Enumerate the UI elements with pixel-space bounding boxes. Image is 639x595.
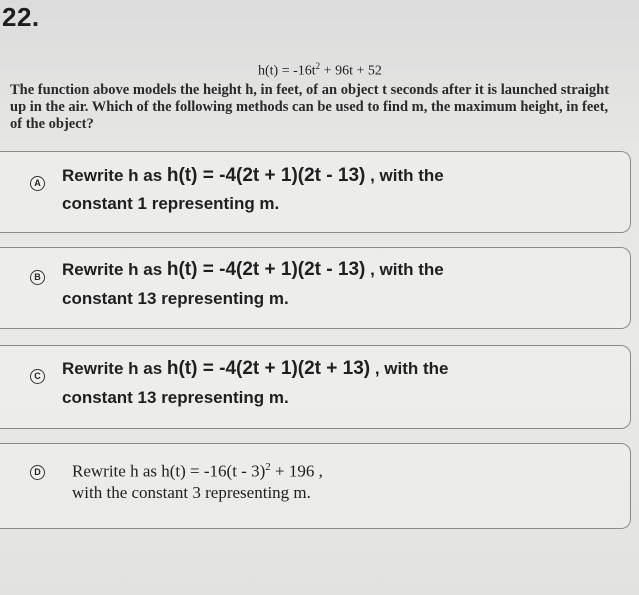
option-d-equation-exponent: 2: [265, 461, 271, 473]
option-c-suffix: , with the: [370, 359, 449, 378]
option-letter-c: C: [30, 369, 45, 384]
formula-rest: + 96t + 52: [320, 63, 382, 79]
option-a-prefix: Rewrite h as: [62, 166, 167, 185]
option-c-prefix: Rewrite h as: [62, 359, 167, 378]
option-d-prefix: Rewrite h as: [72, 461, 162, 481]
formula-main: h(t) = -16t: [258, 63, 316, 79]
formula-exponent: 2: [315, 61, 321, 71]
option-b-line1: [62, 256, 444, 283]
option-letter-b: B: [30, 270, 45, 285]
option-b-prefix: Rewrite h as: [62, 260, 167, 279]
question-prompt: The function above models the height h, in feet, of an object t seconds after it is launched straight up in the air. Which of the following methods can be used to find m, the maximum height, in feet, of the object?: [10, 82, 610, 132]
option-letter-a: A: [30, 176, 45, 191]
option-b-line2: constant 13 representing m.: [62, 289, 289, 308]
option-letter-d: D: [30, 465, 45, 480]
option-c-equation: h(t) = -4(2t + 1)(2t + 13): [166, 358, 371, 379]
option-d-line2: with the constant 3 representing m.: [72, 483, 311, 502]
option-a[interactable]: [0, 151, 631, 233]
option-b[interactable]: [0, 247, 631, 329]
option-d-equation-main: h(t) = -16(t - 3): [161, 461, 266, 481]
option-a-equation: h(t) = -4(2t + 1)(2t - 13): [166, 165, 366, 186]
option-d-equation-rest: + 196: [270, 461, 315, 481]
option-c[interactable]: [0, 345, 631, 429]
option-a-suffix: , with the: [365, 166, 444, 185]
option-d-suffix: ,: [314, 461, 323, 481]
option-a-line1: [62, 162, 444, 189]
function-formula: [258, 61, 382, 80]
option-b-suffix: , with the: [365, 260, 444, 279]
option-b-equation: h(t) = -4(2t + 1)(2t - 13): [166, 259, 366, 280]
option-c-line1: [62, 355, 449, 382]
option-c-line2: constant 13 representing m.: [62, 388, 289, 407]
question-number: 22.: [2, 2, 40, 32]
option-d[interactable]: [0, 443, 631, 529]
option-a-line2: constant 1 representing m.: [62, 194, 280, 213]
